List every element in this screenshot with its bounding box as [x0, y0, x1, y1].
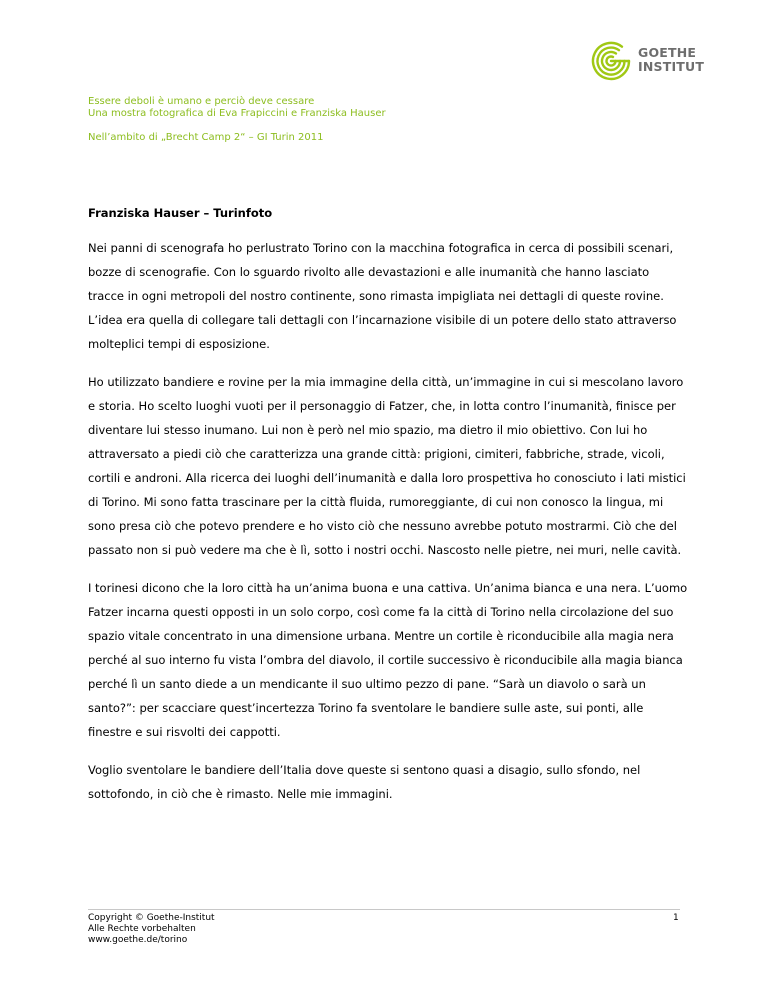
- footer: [88, 913, 215, 946]
- header-exhibition-title: Essere deboli è umano e perciò deve cessare: [88, 96, 315, 107]
- footer-rights: Alle Rechte vorbehalten: [88, 924, 196, 934]
- article-body: [88, 206, 688, 806]
- paragraph-2: Ho utilizzato bandiere e rovine per la mia immagine della città, un’immagine in cui si mescolano lavoro e storia. Ho scelto luoghi vuoti per il personaggio di Fatzer, che, in lotta contro l’inumanità, finisce per diventare lui stesso inumano. Lui non è però nel mio spazio, ma dietro il mio obiettivo. Con lui ho attraversato a piedi ciò che caratterizza una grande città: prigioni, cimiteri, fabbriche, strade, vicoli, cortili e androni. Alla ricerca dei luoghi dell’inumanità e dalla loro prospettiva ho conosciuto i lati mistici di Torino. Mi sono fatta trascinare per la città fluida, rumoreggiante, di cui non conosco la lingua, mi sono presa ciò che potevo prendere e ho visto ciò che nessuno avrebbe potuto mostrarmi. Ciò che del passato non si può vedere ma che è lì, sotto i nostri occhi. Nascosto nelle pietre, nei muri, nelle cavità.: [88, 375, 686, 557]
- footer-url: www.goethe.de/torino: [88, 935, 188, 945]
- header-exhibition-subtitle: Una mostra fotografica di Eva Frapiccini e Franziska Hauser: [88, 108, 386, 119]
- footer-divider: [88, 909, 680, 910]
- paragraph-1: Nei panni di scenografa ho perlustrato Torino con la macchina fotografica in cerca di possibili scenari, bozze di scenografie. Con lo sguardo rivolto alle devastazioni e alle inumanità che hanno lasciato tracce in ogni metropoli del nostro continente, sono rimasta impigliata nei dettagli di queste rovine. L’idea era quella di collegare tali dettagli con l’incarnazione visibile di un potere dello stato attraverso molteplici tempi di esposizione.: [88, 241, 677, 351]
- footer-copyright: Copyright © Goethe-Institut: [88, 913, 215, 923]
- logo-wordmark: [638, 46, 704, 74]
- document-header: [88, 96, 648, 144]
- goethe-institut-logo: [588, 38, 705, 84]
- logo-line-institut: INSTITUT: [638, 59, 705, 74]
- paragraph-4: Voglio sventolare le bandiere dell’Italia dove queste si sentono quasi a disagio, sullo sfondo, nel sottofondo, in ciò che è rimasto. Nelle mie immagini.: [88, 763, 641, 801]
- header-event-context: Nell’ambito di „Brecht Camp 2“ – GI Turin 2011: [88, 132, 324, 143]
- paragraph-3: I torinesi dicono che la loro città ha un’anima buona e una cattiva. Un’anima bianca e una nera. L’uomo Fatzer incarna questi opposti in un solo corpo, così come fa la città di Torino nella circolazione del suo spazio vitale concentrato in una dimensione urbana. Mentre un cortile è riconducibile alla magia nera perché al suo interno fu vista l’ombra del diavolo, il cortile successivo è riconducibile alla magia bianca perché lì un santo diede a un mendicante il suo ultimo pezzo di pane. “Sarà un diavolo o sarà un santo?”: per scacciare quest’incertezza Torino fa sventolare le bandiere sulle aste, sui ponti, alle finestre e sui risvolti dei cappotti.: [88, 581, 688, 739]
- logo-line-goethe: GOETHE: [638, 45, 697, 60]
- page-number: 1: [673, 913, 679, 923]
- article-title: Franziska Hauser – Turinfoto: [88, 206, 273, 220]
- goethe-circles-logo-icon: [588, 38, 634, 84]
